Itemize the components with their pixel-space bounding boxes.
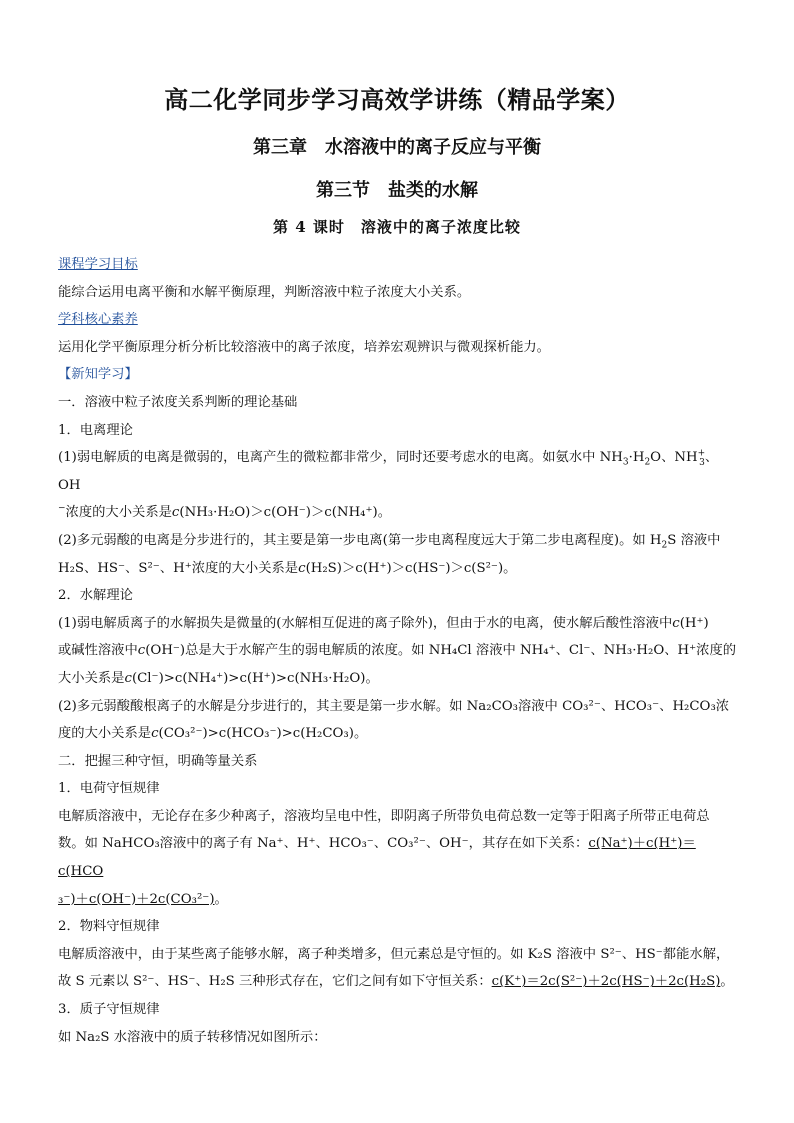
part2-sub2-heading: 2．物料守恒规律: [58, 919, 160, 935]
ionization-paragraph-2: (2)多元弱酸的电离是分步进行的，其主要是第一步电离(第一步电离程度远大于第二步电离程度)。如 $H_2S$ 溶液中: [58, 532, 721, 551]
objectives-text: 能综合运用电离平衡和水解平衡原理，判断溶液中粒子浓度大小关系。: [58, 284, 471, 300]
part1-sub2-heading: 2．水解理论: [58, 588, 133, 604]
proton-paragraph-1: 如 Na₂S 水溶液中的质子转移情况如图所示：: [58, 1029, 327, 1045]
charge-paragraph-1: 电解质溶液中，无论存在多少种离子，溶液均呈电中性，即阴离子所带负电荷总数一定等于阳离子所带正电荷总: [58, 808, 710, 824]
ionization-paragraph-1b: −浓度的大小关系是c(NH₃·H₂O)＞c(OH⁻)＞c(NH₄⁺)。: [58, 503, 391, 521]
hydrolysis-paragraph-1c: 大小关系是c(Cl⁻)>c(NH₄⁺)>c(H⁺)>c(NH₃·H₂O)。: [58, 670, 379, 686]
hydrolysis-paragraph-2: (2)多元弱酸酸根离子的水解是分步进行的，其主要是第一步水解。如 Na₂CO₃溶液中 CO₃²⁻、HCO₃⁻、H₂CO₃浓: [58, 698, 730, 714]
literacy-text: 运用化学平衡原理分析分析比较溶液中的离子浓度，培养宏观辨识与微观探析能力。: [58, 339, 550, 355]
lesson-title: 第 4 课时 溶液中的离子浓度比较: [273, 218, 521, 236]
document-title: 高二化学同步学习高效学讲练（精品学案）: [164, 86, 630, 114]
part1-sub1-heading: 1．电离理论: [58, 422, 133, 438]
literacy-label: 学科核心素养: [58, 312, 138, 328]
hydrolysis-paragraph-1b: 或碱性溶液中c(OH⁻)总是大于水解产生的弱电解质的浓度。如 NH₄Cl 溶液中 NH₄⁺、Cl⁻、NH₃·H₂O、H⁺浓度的: [58, 643, 737, 659]
hydrolysis-paragraph-2b: 度的大小关系是c(CO₃²⁻)>c(HCO₃⁻)>c(H₂CO₃)。: [58, 726, 368, 742]
material-paragraph-2: 故 S 元素以 S²⁻、HS⁻、H₂S 三种形式存在，它们之间有如下守恒关系：c(K⁺)＝2c(S²⁻)＋2c(HS⁻)＋2c(H₂S)。: [58, 974, 734, 990]
charge-paragraph-2: 数。如 NaHCO₃溶液中的离子有 Na⁺、H⁺、HCO₃⁻、CO₃²⁻、OH⁻，其存在如下关系：c(Na⁺)＋c(H⁺)＝c(HCO: [58, 836, 696, 880]
part2-heading: 二．把握三种守恒，明确等量关系: [58, 753, 258, 769]
section-title: 第三节 盐类的水解: [316, 180, 478, 201]
new-learning-label: 【新知学习】: [58, 367, 138, 383]
ionization-paragraph-1: (1)弱电解质的电离是微弱的，电离产生的微粒都非常少，同时还要考虑水的电离。如氨水中 $NH_3\cdot H_2O$、$NH^+_3$、OH: [58, 448, 719, 493]
charge-paragraph-3: ₃⁻)＋c(OH⁻)＋2c(CO₃²⁻)。: [58, 891, 228, 907]
material-paragraph-1: 电解质溶液中，由于某些离子能够水解，离子种类增多，但元素总是守恒的。如 K₂S 溶液中 S²⁻、HS⁻都能水解，: [58, 946, 730, 962]
document-body: [58, 251, 738, 1051]
part1-heading: 一．溶液中粒子浓度关系判断的理论基础: [58, 394, 298, 410]
part2-sub1-heading: 1．电荷守恒规律: [58, 781, 160, 797]
ionization-paragraph-2b: H₂S、HS⁻、S²⁻、H⁺浓度的大小关系是c(H₂S)＞c(H⁺)＞c(HS⁻)＞c(S²⁻)。: [58, 560, 517, 576]
objectives-label: 课程学习目标: [58, 257, 138, 272]
chapter-title: 第三章 水溶液中的离子反应与平衡: [253, 137, 541, 158]
part2-sub3-heading: 3．质子守恒规律: [58, 1002, 160, 1018]
hydrolysis-paragraph-1: (1)弱电解质离子的水解损失是微量的(水解相互促进的离子除外)，但由于水的电离，使水解后酸性溶液中c(H⁺): [58, 615, 709, 631]
